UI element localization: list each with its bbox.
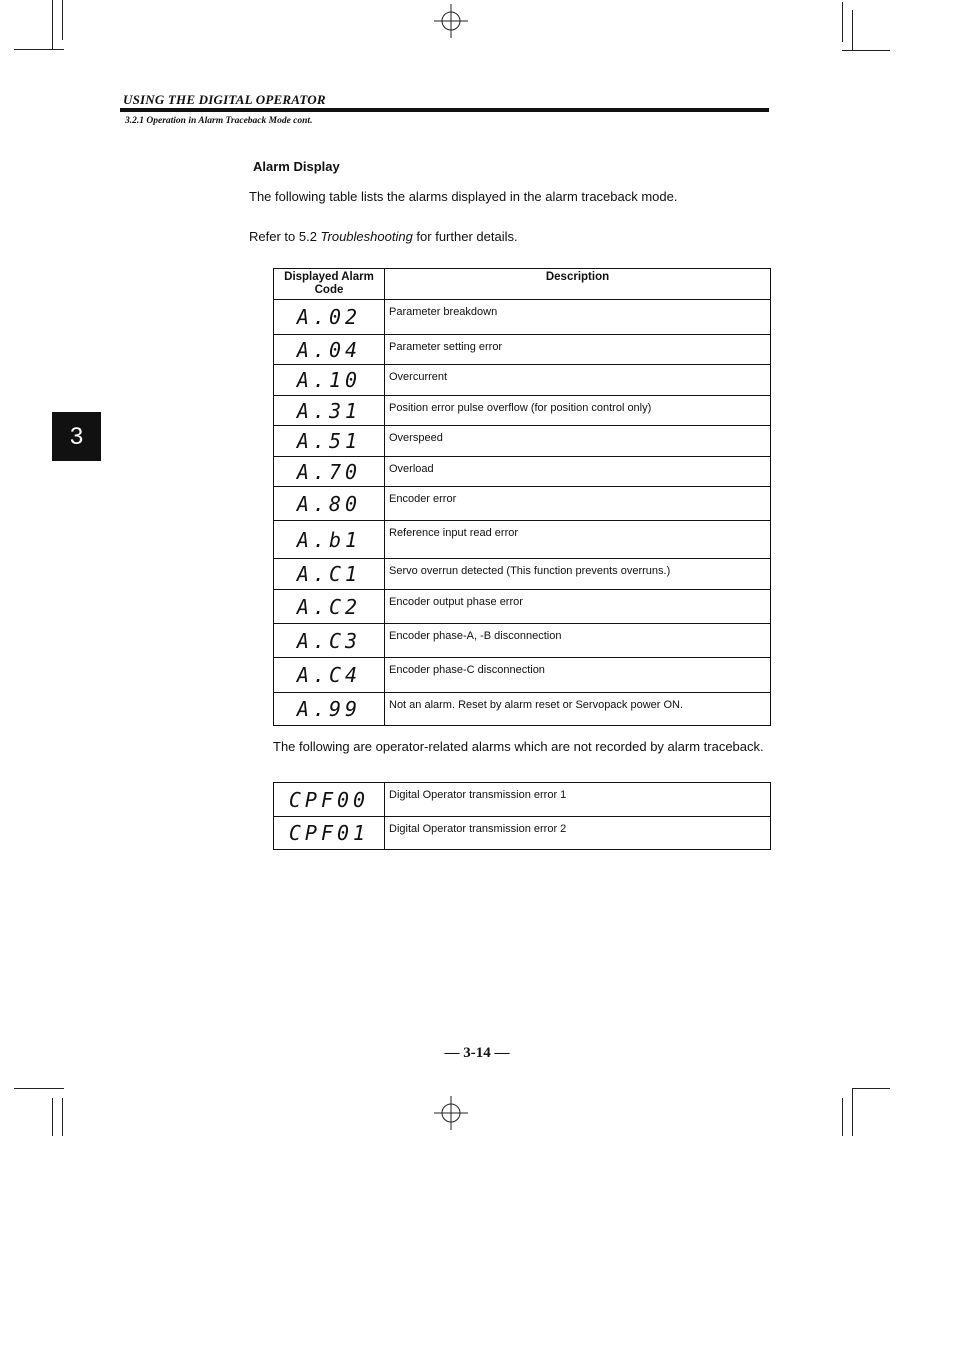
alarm-description: Encoder error (385, 487, 771, 521)
registration-mark-icon (434, 1096, 468, 1130)
alarm-code: A.31 (296, 398, 362, 423)
alarm-description: Reference input read error (385, 521, 771, 559)
alarm-code: A.C1 (296, 562, 362, 586)
alarm-code: A.51 (296, 429, 362, 453)
refer-link-text: Troubleshooting (320, 229, 413, 244)
crop-mark (842, 2, 843, 42)
table-row (274, 521, 771, 559)
table-row (274, 624, 771, 658)
table-row (274, 335, 771, 365)
alarm-description: Not an alarm. Reset by alarm reset or Servopack power ON. (385, 693, 771, 726)
crop-mark (62, 0, 63, 40)
table-row (274, 559, 771, 590)
crop-mark (14, 49, 64, 50)
alarm-code: A.C2 (296, 594, 362, 619)
operator-alarm-note: The following are operator-related alarms which are not recorded by alarm traceback. (273, 739, 764, 754)
alarm-table (273, 268, 771, 726)
alarm-description: Parameter breakdown (385, 300, 771, 335)
crop-mark (52, 1098, 53, 1136)
alarm-code: A.99 (296, 697, 362, 721)
table-row (274, 783, 771, 817)
alarm-description: Parameter setting error (385, 335, 771, 365)
alarm-description: Digital Operator transmission error 1 (385, 783, 771, 817)
alarm-description: Overcurrent (385, 365, 771, 396)
registration-mark-icon (434, 4, 468, 38)
table-row (274, 817, 771, 850)
running-header-title: USING THE DIGITAL OPERATOR (123, 92, 326, 107)
table-row (274, 693, 771, 726)
alarm-code: A.04 (296, 337, 362, 362)
alarm-description: Digital Operator transmission error 2 (385, 817, 771, 850)
alarm-code: A.C4 (296, 663, 362, 687)
alarm-description: Overload (385, 457, 771, 487)
crop-mark (852, 10, 853, 50)
table-row (274, 426, 771, 457)
crop-mark (52, 0, 53, 49)
alarm-description: Servo overrun detected (This function prevents overruns.) (385, 559, 771, 590)
chapter-tab: 3 (52, 412, 101, 461)
header-rule (120, 108, 769, 112)
table-row (274, 590, 771, 624)
alarm-description: Encoder phase-C disconnection (385, 658, 771, 693)
alarm-code: A.02 (296, 305, 362, 329)
crop-mark (14, 1088, 64, 1089)
alarm-code: A.10 (296, 368, 362, 392)
alarm-code: A.80 (296, 491, 362, 516)
intro-paragraph: The following table lists the alarms displayed in the alarm traceback mode. (249, 189, 678, 204)
alarm-code: A.b1 (296, 527, 362, 552)
refer-prefix: Refer to 5.2 (249, 229, 321, 244)
alarm-description: Position error pulse overflow (for position control only) (385, 396, 771, 426)
table-row (274, 300, 771, 335)
table-row (274, 365, 771, 396)
table-row (274, 487, 771, 521)
refer-suffix: for further details. (412, 229, 518, 244)
page-number: — 3-14 — (444, 1045, 510, 1061)
section-heading: Alarm Display (253, 159, 340, 174)
alarm-code: A.C3 (296, 628, 362, 653)
alarm-code: CPF01 (288, 821, 370, 845)
crop-mark (62, 1098, 63, 1136)
refer-paragraph (249, 229, 518, 244)
alarm-description: Encoder output phase error (385, 590, 771, 624)
column-header-code: Displayed Alarm Code (274, 269, 385, 300)
crop-mark (842, 50, 890, 51)
alarm-code: A.70 (296, 459, 362, 484)
table-row (274, 658, 771, 693)
running-header-subsection: 3.2.1 Operation in Alarm Traceback Mode cont. (125, 116, 313, 126)
column-header-description: Description (385, 269, 771, 300)
alarm-code: CPF00 (288, 787, 370, 812)
table-row (274, 457, 771, 487)
alarm-description: Encoder phase-A, -B disconnection (385, 624, 771, 658)
crop-mark (852, 1088, 853, 1136)
crop-mark (842, 1098, 843, 1136)
table-row (274, 396, 771, 426)
alarm-description: Overspeed (385, 426, 771, 457)
crop-mark (852, 1088, 890, 1089)
operator-alarm-table (273, 782, 771, 850)
